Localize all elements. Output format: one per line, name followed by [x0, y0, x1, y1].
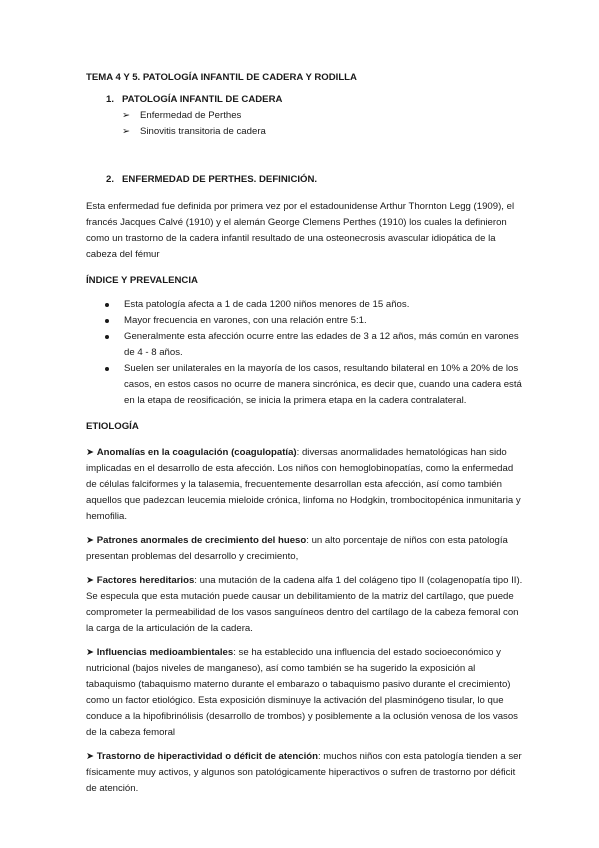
arrow-icon: ➤ — [86, 447, 95, 458]
list-item: Esta patología afecta a 1 de cada 1200 niños menores de 15 años. — [124, 297, 526, 313]
arrow-icon: ➤ — [86, 575, 95, 586]
indice-list — [86, 297, 526, 409]
section-1-item-label: Enfermedad de Perthes — [140, 110, 242, 121]
arrowhead-icon: ➢ — [122, 110, 131, 121]
section-1-item — [86, 124, 526, 140]
etiologia-term: Trastorno de hiperactividad o déficit de atención — [96, 751, 318, 762]
section-2-title: ENFERMEDAD DE PERTHES. DEFINICIÓN. — [122, 174, 318, 185]
list-item: Generalmente esta afección ocurre entre las edades de 3 a 12 años, más común en varones de 4 - 8 años. — [124, 329, 526, 361]
etiologia-paragraph — [86, 749, 526, 797]
etiologia-paragraph — [86, 445, 526, 525]
etiologia-heading: ETIOLOGÍA — [86, 421, 139, 432]
etiologia-paragraph — [86, 573, 526, 637]
arrowhead-icon: ➢ — [122, 126, 131, 137]
etiologia-text: : diversas anormalidades hematológicas han sido implicadas en el desarrollo de esta afección. Los niños con hemoglobinopatías, como la enfermedad de células falciformes y la talasemia, frecuentemente desarrollan esta afección, así como también aquellos que padezcan leucemia mieloide crónica, linfoma no Hodgkin, trombocitopénica inmunitaria y hemofilia. — [86, 447, 521, 522]
section-1-item-label: Sinovitis transitoria de cadera — [140, 126, 266, 137]
etiologia-text: : muchos niños con esta patología tienden a ser físicamente muy activos, y algunos son patológicamente hiperactivos o sufren de trastorno por déficit de atención. — [86, 751, 522, 794]
document-page — [86, 70, 526, 797]
etiologia-text: : un alto porcentaje de niños con esta patología presentan problemas del desarrollo y crecimiento, — [86, 535, 508, 562]
etiologia-paragraph — [86, 533, 526, 565]
etiologia-paragraph — [86, 645, 526, 741]
section-1-heading — [86, 92, 526, 108]
list-item: Mayor frecuencia en varones, con una relación entre 5:1. — [124, 313, 526, 329]
etiologia-text: : una mutación de la cadena alfa 1 del colágeno tipo II (colagenopatía tipo II). Se especula que esta mutación puede causar un debilitamiento de la matriz del cartílago, que puede comprometer la permeabilidad de los vasos sanguíneos dentro del cartílago de la cabeza femoral con la carga de la articulación de la cadera. — [86, 575, 523, 634]
section-1-item — [86, 108, 526, 124]
indice-heading: ÍNDICE Y PREVALENCIA — [86, 275, 198, 286]
etiologia-text: : se ha establecido una influencia del estado socioeconómico y nutricional (bajos niveles de manganeso), así como también se ha sugerido la exposición al tabaquismo (tabaquismo materno durante el embarazo o tabaquismo pasivo durante el crecimiento) como un factor etiológico. Esta exposición disminuye la activación del plasminógeno tisular, lo que conduce a la hipofibrinólisis (desarrollo de trombos) y posiblemente a la oclusión venosa de los vasos de la cabeza femoral — [86, 647, 518, 738]
arrow-icon: ➤ — [86, 647, 95, 658]
document-title: TEMA 4 Y 5. PATOLOGÍA INFANTIL DE CADERA Y RODILLA — [86, 72, 357, 83]
etiologia-term: Patrones anormales de crecimiento del hueso — [96, 535, 307, 546]
etiologia-term: Influencias medioambientales — [96, 647, 234, 658]
section-1-title: PATOLOGÍA INFANTIL DE CADERA — [122, 94, 283, 105]
arrow-icon: ➤ — [86, 751, 95, 762]
arrow-icon: ➤ — [86, 535, 95, 546]
etiologia-term: Factores hereditarios — [96, 575, 195, 586]
list-item: Suelen ser unilaterales en la mayoría de los casos, resultando bilateral en 10% a 20% de los casos, en estos casos no ocurre de manera sincrónica, es decir que, cuando una cadera está en la etapa de reosificación, se inicia la primera etapa en la cadera contralateral. — [124, 361, 526, 409]
definition-paragraph: Esta enfermedad fue definida por primera vez por el estadounidense Arthur Thornton Legg (1909), el francés Jacques Calvé (1910) y el alemán George Clemens Perthes (1910) los cuales la definieron como un trastorno de la cadera infantil resultado de una osteonecrosis avascular idiopática de la cabeza del fémur — [86, 201, 515, 260]
section-2-heading — [86, 172, 526, 188]
etiologia-term: Anomalías en la coagulación (coagulopatía) — [96, 447, 297, 458]
section-1-number: 1. — [106, 94, 115, 105]
section-2-number: 2. — [106, 174, 115, 185]
